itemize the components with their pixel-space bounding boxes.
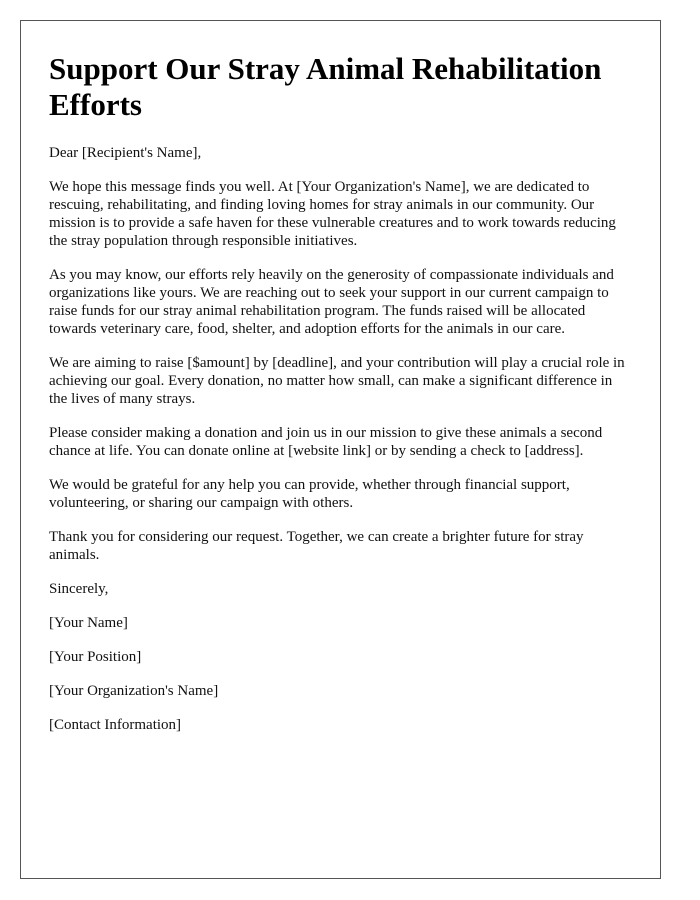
body-paragraph-goal: We are aiming to raise [$amount] by [deadline], and your contribution will play a crucial role in achieving our goal. Every donation, no matter how small, can make a significant difference in the lives of many strays. bbox=[49, 355, 625, 407]
body-paragraph-thanks: Thank you for considering our request. Together, we can create a brighter future for stray animals. bbox=[49, 529, 584, 563]
closing: Sincerely, bbox=[49, 581, 109, 597]
signature-position: [Your Position] bbox=[49, 649, 142, 665]
signature-organization: [Your Organization's Name] bbox=[49, 683, 219, 699]
signature-name: [Your Name] bbox=[49, 615, 128, 631]
body-paragraph-campaign: As you may know, our efforts rely heavily on the generosity of compassionate individuals and organizations like yours. We are reaching out to seek your support in our current campaign to raise funds for our stray animal rehabilitation program. The funds raised will be allocated towards veterinary care, food, shelter, and adoption efforts for the animals in our care. bbox=[49, 267, 614, 337]
signature-contact: [Contact Information] bbox=[49, 717, 182, 733]
body-paragraph-intro: We hope this message finds you well. At [Your Organization's Name], we are dedicated to rescuing, rehabilitating, and finding loving homes for stray animals in our community. Our mission is to provide a safe haven for these vulnerable creatures and to work towards reducing the stray population through responsible initiatives. bbox=[49, 179, 616, 249]
body-paragraph-donate: Please consider making a donation and join us in our mission to give these animals a second chance at life. You can donate online at [website link] or by sending a check to [address]. bbox=[49, 425, 603, 459]
letter-page bbox=[20, 20, 661, 879]
letter-title: Support Our Stray Animal Rehabilitation Efforts bbox=[49, 51, 602, 122]
body-paragraph-help: We would be grateful for any help you can provide, whether through financial support, volunteering, or sharing our campaign with others. bbox=[49, 477, 570, 511]
salutation: Dear [Recipient's Name], bbox=[49, 145, 202, 161]
